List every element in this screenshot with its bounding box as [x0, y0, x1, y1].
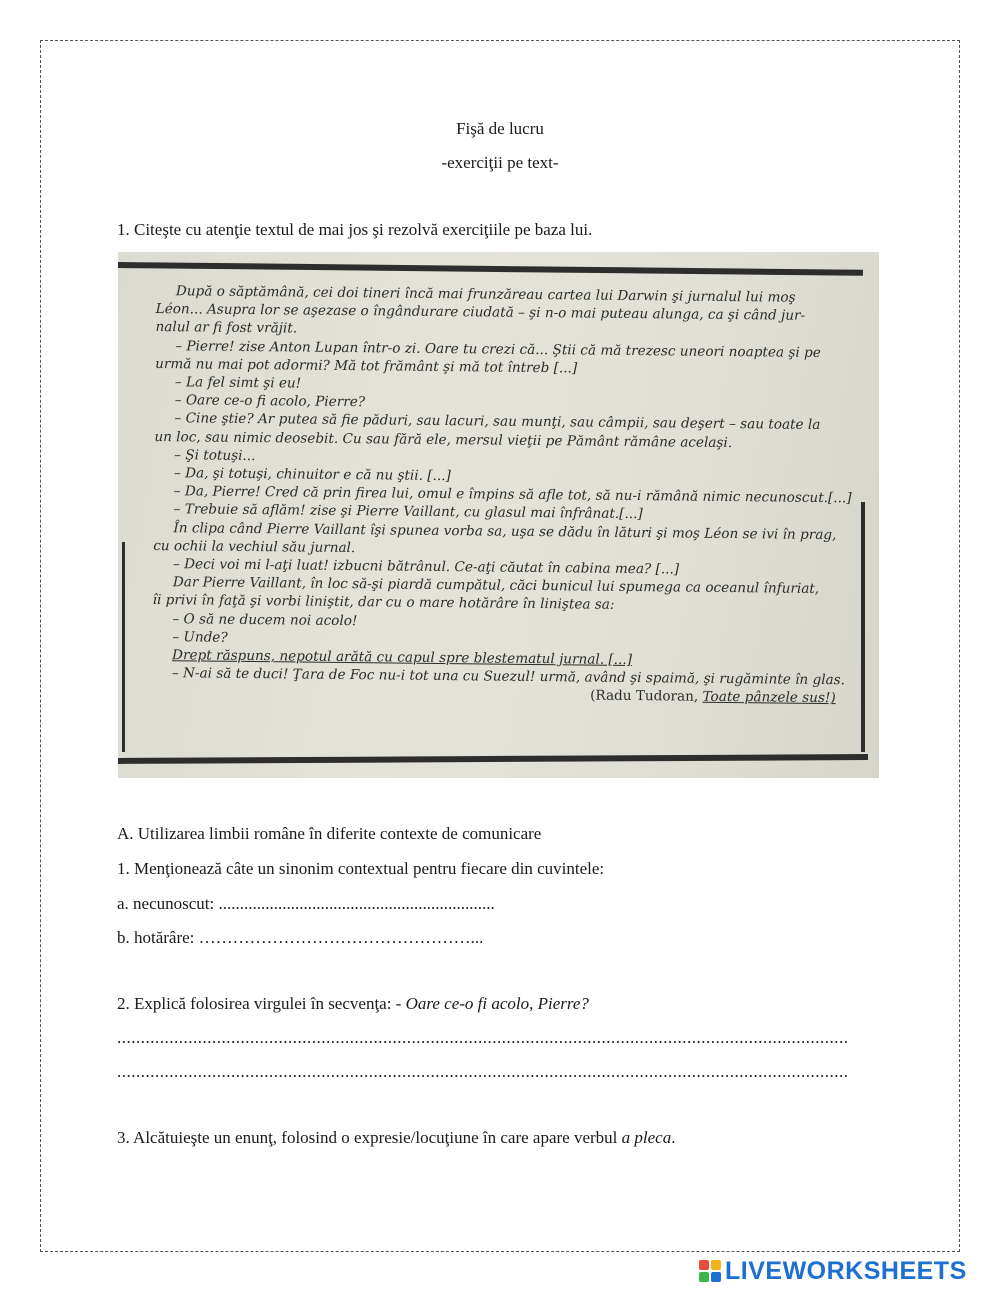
excerpt-line: – O să ne ducem noi acolo!: [172, 610, 358, 629]
worksheet-subtitle: -exerciţii pe text-: [441, 153, 559, 172]
excerpt-line: – Oare ce-o fi acolo, Pierre?: [174, 392, 366, 411]
reading-instruction: 1. Citeşte cu atenţie textul de mai jos şi rezolvă exerciţiile pe baza lui.: [117, 220, 593, 239]
scan-border-bottom: [118, 754, 868, 764]
question-2-quote: Oare ce-o fi acolo, Pierre?: [405, 994, 589, 1013]
section-a-heading: A. Utilizarea limbii române în diferite contexte de comunicare: [117, 824, 542, 843]
excerpt-line: urmă nu mai pot adormi? Mă tot frământ şi mă tot întreb [...]: [155, 355, 578, 377]
answer-line-q2-2[interactable]: ..........................................................................................................................................................: [117, 1062, 849, 1081]
logo-block: [699, 1260, 709, 1270]
question-2-prefix: 2. Explică folosirea virgulei în secvenţa: -: [117, 994, 406, 1013]
excerpt-line: – Pierre! zise Anton Lupan într-o zi. Oare tu crezi că... Ştii că mă trezesc uneori noaptea şi pe: [175, 337, 821, 361]
excerpt-line: – La fel simt şi eu!: [174, 374, 302, 392]
excerpt-line: nalul ar fi fost vrăjit.: [155, 319, 298, 337]
question-1: 1. Menţionează câte un sinonim contextual pentru fiecare din cuvintele:: [117, 859, 605, 878]
excerpt-line: – Cine ştie? Ar putea să fie păduri, sau lacuri, sau munţi, sau câmpii, sau deşert – sau toate la: [174, 410, 821, 434]
question-3: [117, 1128, 675, 1148]
excerpt-line: În clipa când Pierre Vaillant îşi spunea vorba sa, uşa se dădu în lături şi moş Léon se ivi în prag,: [173, 519, 837, 543]
excerpt-line: Dar Pierre Vaillant, în loc să-şi piardă cumpătul, căci bunicul lui spumega ca oceanul înfuriat,: [172, 574, 820, 598]
logo-block: [711, 1260, 721, 1270]
answer-line-hotarare[interactable]: b. hotărâre: …………………………………………...: [117, 928, 484, 947]
question-3-verb: a pleca: [621, 1128, 672, 1147]
question-3-suffix: .: [671, 1128, 676, 1147]
text-excerpt-image: [118, 252, 879, 778]
excerpt-line-underlined: Drept răspuns, nepotul arătă cu capul spre blestematul jurnal. [...]: [172, 647, 633, 669]
answer-line-q2-1[interactable]: ..........................................................................................................................................................: [117, 1028, 849, 1047]
logo-block: [699, 1272, 709, 1282]
excerpt-line: îi privi în faţă şi vorbi liniştit, dar cu o mare hotărâre în liniştea sa:: [152, 592, 615, 614]
logo-block: [711, 1272, 721, 1282]
excerpt-line: un loc, sau nimic deosebit. Cu sau fără ele, mersul vieţii pe Pământ rămâne acelaşi.: [154, 428, 733, 451]
excerpt-text: [152, 282, 852, 708]
excerpt-line: cu ochii la vechiul său jurnal.: [153, 537, 356, 556]
excerpt-line: După o săptămână, cei doi tineri încă mai frunzăreau cartea lui Darwin şi jurnalul lui moş: [175, 283, 796, 306]
excerpt-line: – Da, Pierre! Cred că prin firea lui, omul e împins să afle tot, să nu-i rămână nimic necunoscut.[...]: [173, 483, 852, 507]
logo-blocks-icon: [699, 1260, 721, 1282]
logo-text: LIVEWORKSHEETS: [725, 1256, 967, 1285]
excerpt-line: – Trebuie să aflăm! zise şi Pierre Vaillant, cu glasul mai înfrânat.[...]: [173, 501, 643, 523]
scan-border-left: [122, 542, 125, 752]
source-author: (Radu Tudoran,: [590, 688, 703, 706]
worksheet-title: Fişă de lucru: [456, 119, 544, 138]
excerpt-line: – Da, şi totuşi, chinuitor e că nu ştii. [...]: [173, 465, 451, 485]
answer-line-necunoscut[interactable]: a. necunoscut: .................................................................: [117, 894, 495, 913]
question-2: [117, 994, 589, 1014]
question-3-prefix: 3. Alcătuieşte un enunţ, folosind o expresie/locuţiune în care apare verbul: [117, 1128, 622, 1147]
excerpt-line: – Şi totuşi...: [174, 447, 256, 464]
liveworksheets-logo[interactable]: [699, 1258, 967, 1284]
scan-border-top: [118, 262, 863, 276]
excerpt-line: – Deci voi mi l-aţi luat! izbucni bătrânul. Ce-aţi căutat în cabina mea? [...]: [172, 556, 680, 578]
scan-border-right: [861, 502, 865, 752]
excerpt-line: – N-ai să te duci! Ţara de Foc nu-i tot una cu Suezul! urmă, având şi spaimă, şi rugăminte în glas.: [171, 665, 846, 689]
excerpt-line: – Unde?: [172, 629, 228, 646]
excerpt-line: Léon... Asupra lor se aşezase o îngândurare ciudată – şi n-o mai puteau alunga, ca şi când jur-: [155, 301, 806, 325]
source-title: Toate pânzele sus!): [702, 689, 836, 707]
